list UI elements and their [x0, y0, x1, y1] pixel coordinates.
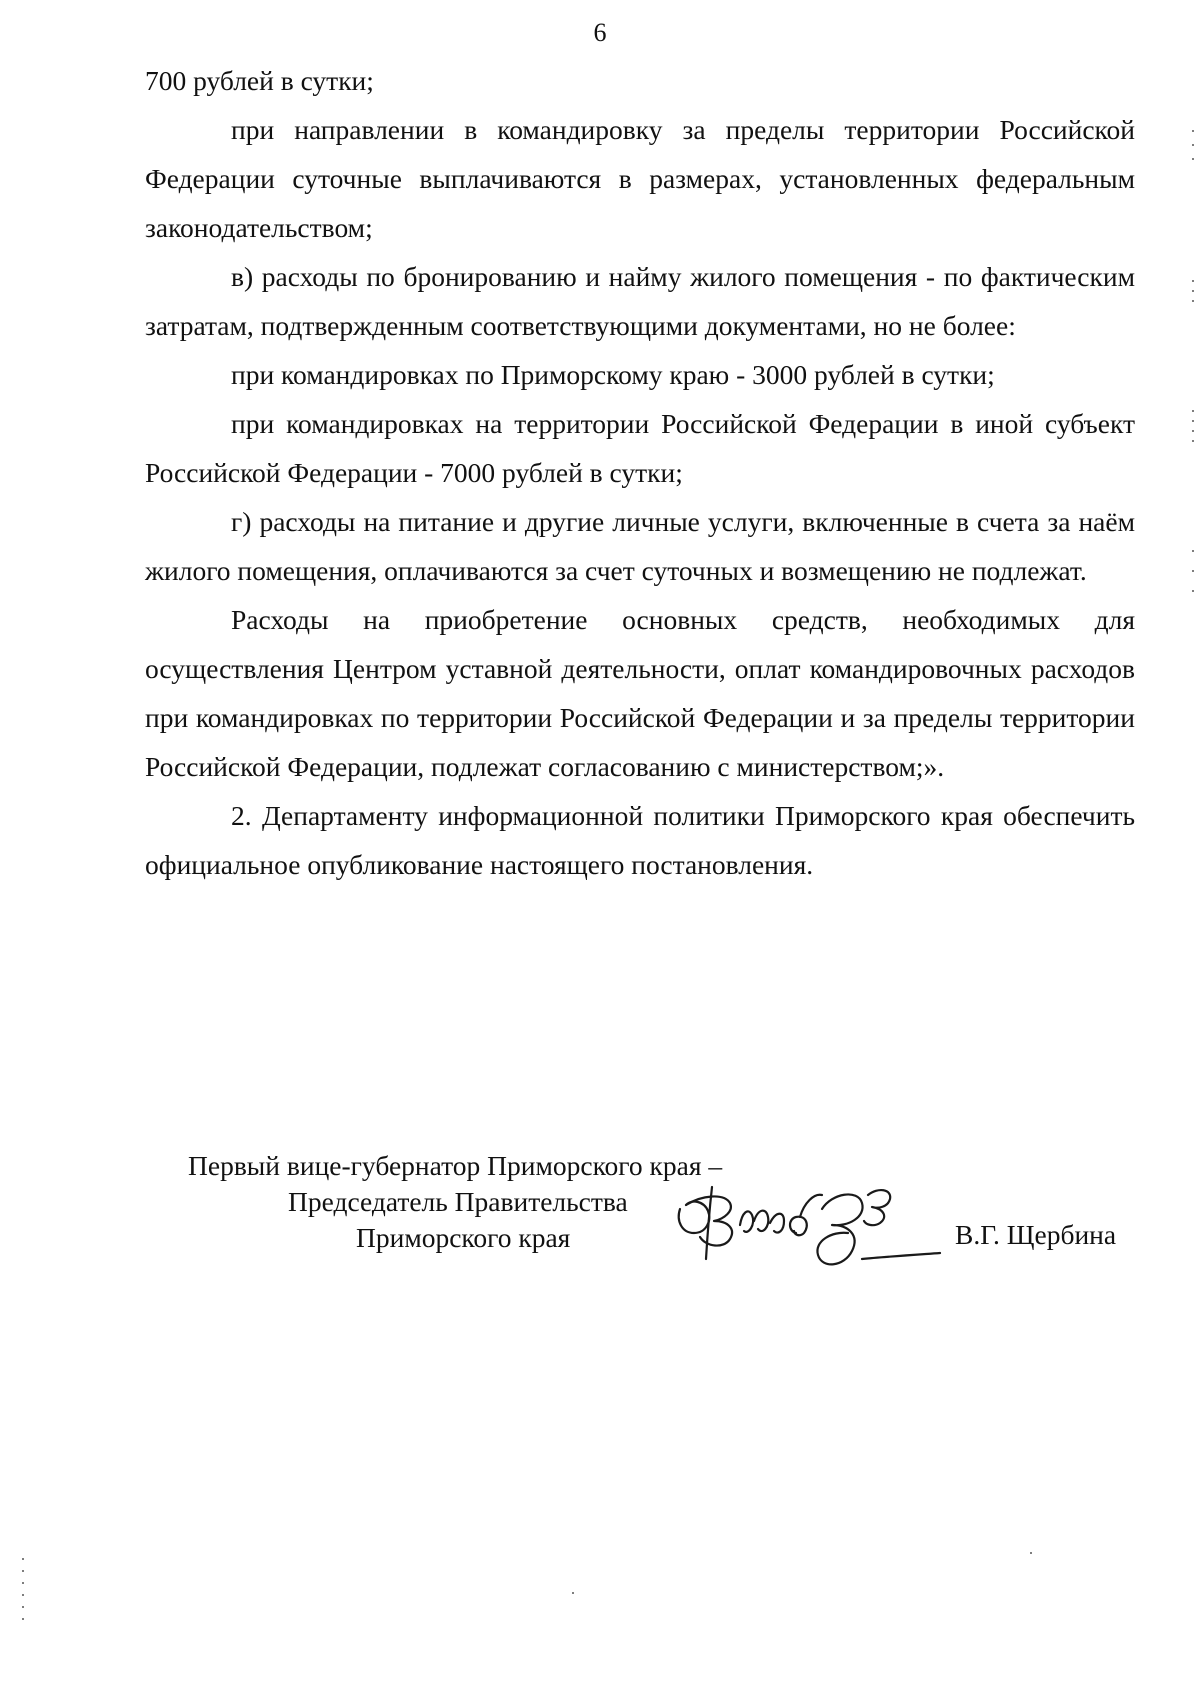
scan-margin-dots-right [1192, 130, 1196, 600]
signatory-title [188, 1148, 722, 1256]
page-number: 6 [593, 18, 607, 47]
paragraph-7: Расходы на приобретение основных средств, необходимых для осуществления Центром уставной деятельности, оплат командировочных расходов при командировках по территории Российской Федерации и за пределы территории Российской Федерации, подлежат согласованию с министерством;». [145, 604, 1135, 782]
signatory-title-line-2: Председатель Правительства [288, 1186, 628, 1217]
paragraph-4: при командировках по Приморскому краю - 3000 рублей в сутки; [231, 359, 995, 390]
handwritten-signature [672, 1175, 942, 1275]
scan-speck [572, 1592, 574, 1594]
scan-margin-dots-left [22, 1558, 26, 1628]
paragraph-6: г) расходы на питание и другие личные услуги, включенные в счета за наём жилого помещения, оплачиваются за счет суточных и возмещению не подлежат. [145, 506, 1135, 586]
document-body [145, 56, 1135, 889]
paragraph-3: в) расходы по бронированию и найму жилого помещения - по фактическим затратам, подтвержденным соответствующими документами, но не более: [145, 261, 1135, 341]
signatory-title-line-3: Приморского края [356, 1222, 571, 1253]
scan-speck [1030, 1552, 1032, 1554]
signer-name: В.Г. Щербина [955, 1219, 1117, 1250]
signatory-title-line-1: Первый вице-губернатор Приморского края – [188, 1150, 723, 1181]
paragraph-1: 700 рублей в сутки; [145, 65, 374, 96]
paragraph-5: при командировках на территории Российской Федерации в иной субъект Российской Федерации - 7000 рублей в сутки; [145, 408, 1135, 488]
paragraph-8: 2. Департаменту информационной политики Приморского края обеспечить официальное опубликование настоящего постановления. [145, 800, 1135, 880]
paragraph-2: при направлении в командировку за пределы территории Российской Федерации суточные выплачиваются в размерах, установленных федеральным законодательством; [145, 114, 1135, 243]
